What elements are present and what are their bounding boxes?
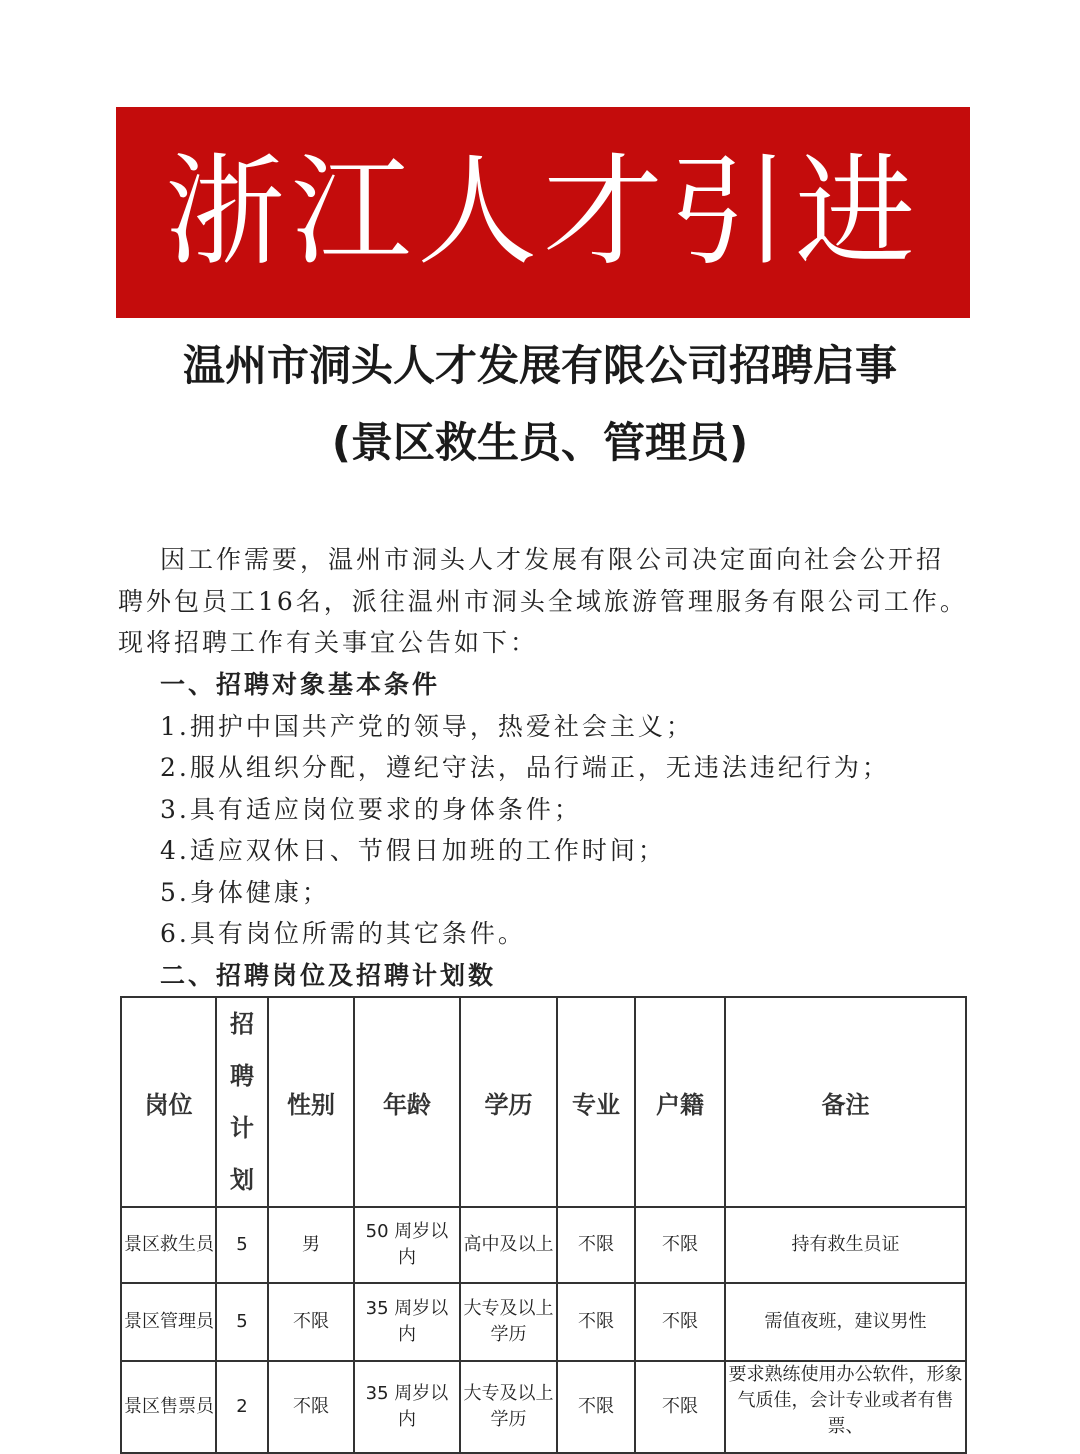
- cell-education-line1: 大专及以上: [463, 1298, 554, 1319]
- intro-line-2: 聘外包员工16名，派往温州市洞头全域旅游管理服务有限公司工作。: [118, 587, 968, 616]
- cell-gender: 不限: [268, 1361, 354, 1453]
- recruitment-table: [120, 996, 967, 1454]
- header-education: 学历: [460, 997, 557, 1207]
- header-plan-line2: 计划: [230, 1114, 254, 1194]
- cell-remarks-line1: 需值夜班，建议男性: [764, 1311, 927, 1332]
- header-position: 岗位: [121, 997, 216, 1207]
- cell-gender: 不限: [268, 1283, 354, 1361]
- cell-plan: 2: [216, 1361, 268, 1453]
- cell-major: 不限: [557, 1361, 635, 1453]
- cell-position: 景区售票员: [121, 1361, 216, 1453]
- header-plan: [216, 997, 268, 1207]
- condition-item: 2.服从组织分配，遵纪守法，品行端正，无违法违纪行为；: [160, 753, 890, 782]
- condition-item: 1.拥护中国共产党的领导，热爱社会主义；: [160, 712, 694, 741]
- cell-remarks: [725, 1361, 966, 1453]
- intro-line-3: 现将招聘工作有关事宜公告如下：: [118, 628, 539, 657]
- section-heading-positions: 二、招聘岗位及招聘计划数: [160, 961, 497, 990]
- cell-major: 不限: [557, 1207, 635, 1283]
- table-row: [121, 1207, 966, 1283]
- table-header-row: [121, 997, 966, 1207]
- table-row: [121, 1361, 966, 1453]
- condition-item: 6.具有岗位所需的其它条件。: [160, 919, 526, 948]
- cell-remarks: [725, 1283, 966, 1361]
- table-row: [121, 1283, 966, 1361]
- cell-age: 35 周岁以内: [354, 1361, 460, 1453]
- banner-title: 浙江人才引进: [165, 142, 921, 282]
- banner: [116, 107, 970, 318]
- cell-education-line1: 高中及以上: [463, 1234, 554, 1255]
- cell-education: [460, 1361, 557, 1453]
- header-major: 专业: [557, 997, 635, 1207]
- header-remarks: 备注: [725, 997, 966, 1207]
- cell-major: 不限: [557, 1283, 635, 1361]
- cell-education-line2: 学历: [490, 1324, 527, 1345]
- cell-remarks-line1: 要求熟练使用办公软件，形象: [728, 1364, 963, 1385]
- cell-position: 景区救生员: [121, 1207, 216, 1283]
- header-gender: 性别: [268, 997, 354, 1207]
- cell-education-line2: 学历: [490, 1409, 527, 1430]
- header-age: 年龄: [354, 997, 460, 1207]
- cell-remarks-line1: 持有救生员证: [791, 1234, 900, 1255]
- condition-item: 3.具有适应岗位要求的身体条件；: [160, 795, 582, 824]
- page-subtitle: (景区救生员、管理员): [331, 418, 749, 467]
- cell-gender: 男: [268, 1207, 354, 1283]
- cell-education: [460, 1283, 557, 1361]
- cell-remarks-line2: 气质佳，会计专业或者有售票、: [737, 1390, 954, 1437]
- cell-hukou: 不限: [635, 1207, 725, 1283]
- header-hukou: 户籍: [635, 997, 725, 1207]
- condition-item: 5.身体健康；: [160, 878, 330, 907]
- page-title: 温州市洞头人才发展有限公司招聘启事: [182, 341, 897, 390]
- cell-age: 35 周岁以内: [354, 1283, 460, 1361]
- section-heading-conditions: 一、招聘对象基本条件: [160, 670, 441, 699]
- cell-remarks: [725, 1207, 966, 1283]
- cell-education: [460, 1207, 557, 1283]
- cell-plan: 5: [216, 1207, 268, 1283]
- intro-line-1: 因工作需要，温州市洞头人才发展有限公司决定面向社会公开招: [160, 545, 945, 574]
- cell-hukou: 不限: [635, 1361, 725, 1453]
- cell-age: 50 周岁以内: [354, 1207, 460, 1283]
- header-plan-line1: 招聘: [230, 1010, 254, 1090]
- cell-hukou: 不限: [635, 1283, 725, 1361]
- cell-position: 景区管理员: [121, 1283, 216, 1361]
- condition-item: 4.适应双休日、节假日加班的工作时间；: [160, 836, 666, 865]
- cell-plan: 5: [216, 1283, 268, 1361]
- cell-education-line1: 大专及以上: [463, 1383, 554, 1404]
